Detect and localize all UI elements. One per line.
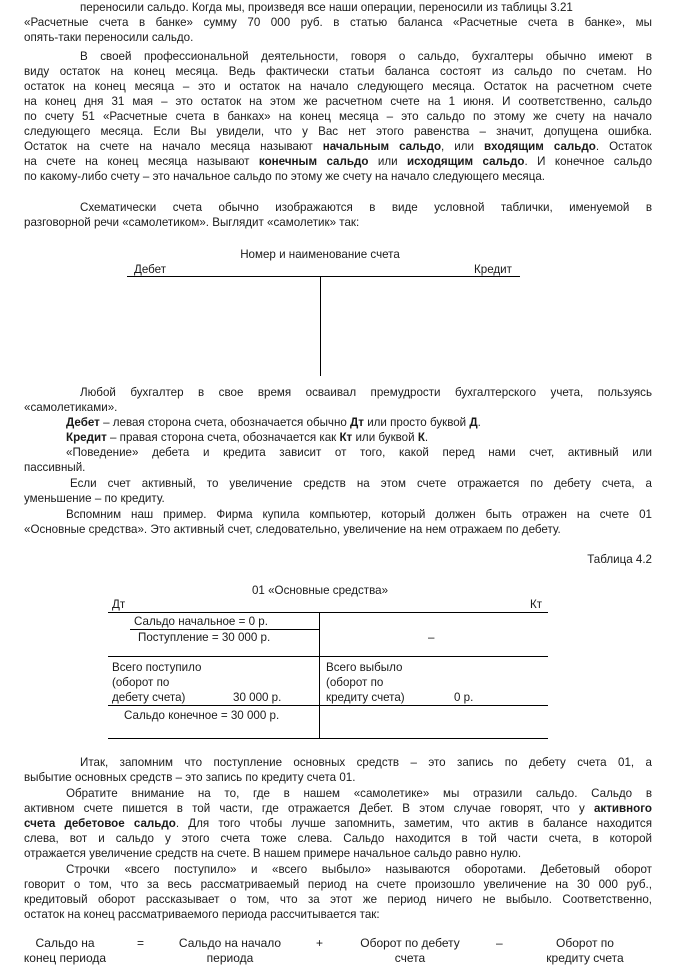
text-line: выбытие основных средств – это запись по кредиту счета 01. <box>24 771 356 784</box>
table-kt-label: Кт <box>530 598 543 611</box>
text-line: следующего месяца. Если Вы увидели, что у Вас нет этого равенства – значит, допущена ошибка. <box>24 125 652 138</box>
text-line: переносили сальдо. Когда мы, произведя все наши операции, переносили из таблицы 3.21 <box>80 1 573 14</box>
table-bottom-line <box>108 738 548 739</box>
formula-term-credit-turnover: кредиту счета <box>546 951 624 965</box>
schema-horizontal-line <box>127 276 520 277</box>
total-credit-value: 0 р. <box>454 691 474 704</box>
table-top-line <box>108 612 548 613</box>
schema-debit-label: Дебет <box>134 263 167 276</box>
receipt-entry: Поступление = 30 000 р. <box>138 631 271 644</box>
formula-term-debit-turnover: Оборот по дебету <box>360 936 460 950</box>
table-divider <box>319 612 320 739</box>
text-line: разговорной речи «самолетиком». Выглядит «самолетик» так: <box>24 216 360 229</box>
text-line: счета дебетовое сальдо. Для того чтобы лучше запомнить, заметим, что актив в балансе находится <box>24 817 652 830</box>
text-line: Любой бухгалтер в свое время осваивал премудрости бухгалтерского учета, пользуясь <box>80 386 652 399</box>
saldo-end: Сальдо конечное = 30 000 р. <box>124 709 280 722</box>
text-line: по какому-либо счету – это начальное сальдо по этому же счету на начало следующего месяца. <box>24 170 546 183</box>
text-line: активном счете пишется в той части, где отражается Дебет. В этом случае говорят, что у активного <box>24 802 652 815</box>
text-line: Вспомним наш пример. Фирма купила компьютер, который должен быть отражен на счете 01 <box>66 508 652 521</box>
text-line: «Основные средства». Это активный счет, следовательно, увеличение на нем отражаем по дебету. <box>24 523 561 536</box>
text-line: Если счет активный, то увеличение средств на этом счете отражается по дебету счета, а <box>70 477 652 490</box>
text-line: остаток на конец месяца – это и остаток на начало следующего месяца. Остаток на расчетном счете <box>24 80 652 93</box>
text-line: на счете на конец месяца называют конечным сальдо или исходящим сальдо. И конечное сальдо <box>24 155 653 168</box>
total-debit-label: дебету счета) <box>112 691 186 704</box>
formula-term-debit-turnover: счета <box>394 951 426 965</box>
text-line: уменьшение – по кредиту. <box>24 492 165 505</box>
text-line: слева, вот и сальдо у этого счета тоже слева. Сальдо находится в той части счета, в которой <box>24 832 652 845</box>
total-debit-label: (оборот по <box>112 676 170 689</box>
total-debit-value: 30 000 р. <box>233 691 282 704</box>
formula-minus: – <box>496 936 503 950</box>
table-line <box>108 656 548 657</box>
text-line: Дебет – левая сторона счета, обозначается обычно Дт или просто буквой Д. <box>66 416 481 429</box>
total-credit-label: (оборот по <box>326 676 384 689</box>
table-line <box>108 705 548 706</box>
formula-term-start-saldo: Сальдо на начало <box>178 936 282 950</box>
text-line: Итак, запомним что поступление основных средств – это запись по дебету счета 01, а <box>80 756 652 769</box>
formula-term-end-saldo: Сальдо на <box>35 936 95 950</box>
text-line: Схематически счета обычно изображаются в виде условной таблички, именуемой в <box>80 201 652 214</box>
formula-term-start-saldo: периода <box>206 951 254 965</box>
formula-equals: = <box>137 936 145 950</box>
text-line: по счету 51 «Расчетные счета в банках» на конец месяца – это сальдо по этому же счету на начало <box>24 110 652 123</box>
formula-plus: + <box>316 936 324 950</box>
text-line: говорит о том, что за весь рассматриваемый период на счете произошло увеличение на 30 000 руб., <box>24 878 652 891</box>
table-caption: Таблица 4.2 <box>587 553 652 566</box>
text-line: «Расчетные счета в банке» сумму 70 000 руб. в статью баланса «Расчетные счета в банке», мы <box>24 16 652 29</box>
text-line: Кредит – правая сторона счета, обозначается как Кт или буквой К. <box>66 431 429 444</box>
text-line: «самолетиками». <box>24 401 118 414</box>
total-credit-label: Всего выбыло <box>326 661 403 674</box>
text-line: Строчки «всего поступило» и «всего выбыло» называются оборотами. Дебетовый оборот <box>66 863 652 876</box>
schema-credit-label: Кредит <box>474 263 512 276</box>
text-line: опять-таки переносили сальдо. <box>24 31 194 44</box>
formula-term-end-saldo: конец периода <box>23 951 107 965</box>
text-line: кредитовый оборот рассказывает о том, что за этот же период ничего не выбыло. Соответственно, <box>24 893 652 906</box>
formula-term-credit-turnover: Оборот по <box>556 936 614 950</box>
text-line: «Поведение» дебета и кредита зависит от того, какой перед нами счет, активный или <box>66 446 652 459</box>
text-line: на конец дня 31 мая – это остаток на этом же расчетном счете на 1 июня. И соответственно, сальдо <box>24 95 652 108</box>
total-credit-label: кредиту счета) <box>326 691 405 704</box>
text-line: пассивный. <box>24 461 86 474</box>
text-line: Остаток на счете на начало месяца называют начальным сальдо, или входящим сальдо. Остаток <box>24 140 652 153</box>
schema-title: Номер и наименование счета <box>240 248 400 261</box>
total-debit-label: Всего поступило <box>112 661 202 674</box>
saldo-start: Сальдо начальное = 0 р. <box>134 615 268 628</box>
text-line: Обратите внимание на то, где в нашем «самолетике» мы отразили сальдо. Сальдо в <box>66 787 652 800</box>
table-title: 01 «Основные средства» <box>251 584 389 597</box>
text-line: остаток на конец рассматриваемого периода рассчитывается так: <box>24 908 380 921</box>
schema-vertical-line <box>320 276 321 376</box>
text-line: В своей профессиональной деятельности, говоря о сальдо, бухгалтеры обычно имеют в <box>80 50 652 63</box>
text-line: виду остаток на конец месяца. Ведь фактически статьи баланса состоят из сальдо по счетам. Но <box>24 65 652 78</box>
credit-empty-dash: – <box>428 631 435 644</box>
text-line: отражается увеличение средств на счете. В нашем примере начальное сальдо равно нулю. <box>24 847 522 860</box>
table-dt-label: Дт <box>112 598 126 611</box>
